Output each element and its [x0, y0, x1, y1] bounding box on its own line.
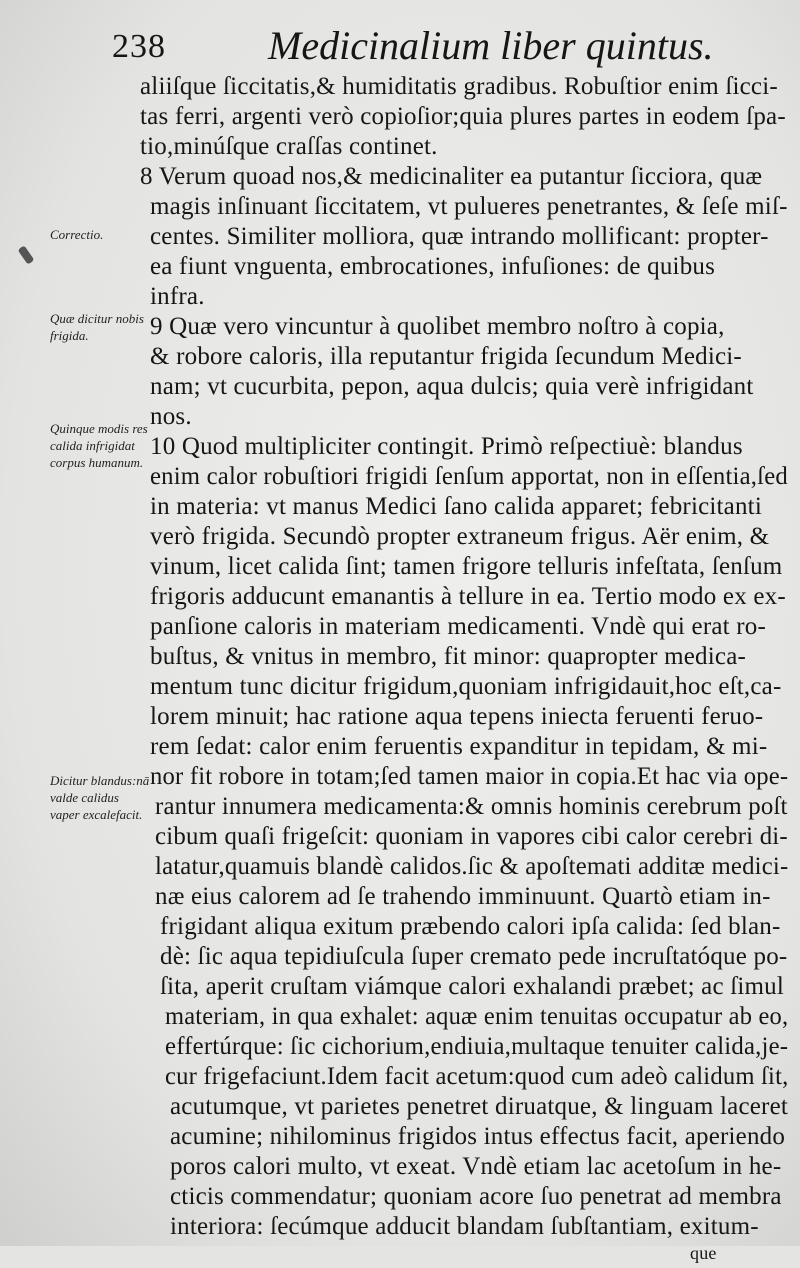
text-line: 8 Verum quoad nos,& medicinaliter ea putantur ſicciora, quæ — [140, 163, 763, 190]
text-line: næ eius calorem ad ſe trahendo imminuunt. Quartò etiam in- — [155, 883, 771, 910]
text-line: cibum quaſi frigeſcit: quoniam in vapores cibi calor cerebri di- — [155, 823, 788, 850]
text-line: rem ſedat: calor enim feruentis expanditur in tepidam, & mi- — [150, 733, 768, 760]
text-line: frigoris adducunt emanantis à tellure in ea. Tertio modo ex ex- — [150, 583, 786, 610]
margin-note: Dicitur blandus:nā valde calidus vaper excalefacit. — [50, 773, 150, 822]
text-line: acumine; nihilominus frigidos intus effectus facit, aperiendo — [170, 1123, 786, 1150]
margin-note: Quinque modis res calida infrigidat corpus humanum. — [50, 421, 148, 470]
text-line: tio,minúſque craſſas continet. — [140, 133, 438, 160]
text-line: in materia: vt manus Medici ſano calida apparet; febricitanti — [150, 493, 762, 520]
text-line: latatur,quamuis blandè calidos.ſic & apoſtemati additæ medici- — [155, 853, 789, 880]
text-line: frigidant aliqua exitum præbendo calori ipſa calida: ſed blan- — [160, 913, 781, 940]
text-line: poros calori multo, vt exeat. Vndè etiam lac acetoſum in he- — [170, 1153, 782, 1180]
catchword: que — [690, 1243, 717, 1263]
text-line: & robore caloris, illa reputantur frigida ſecundum Medici- — [150, 343, 742, 370]
text-line: interiora: ſecúmque adducit blandam ſubſtantiam, exitum- — [170, 1213, 759, 1240]
text-line: 10 Quod multipliciter contingit. Primò reſpectiuè: blandus — [150, 433, 743, 460]
text-line: materiam, in qua exhalet: aquæ enim tenuitas occupatur ab eo, — [165, 1003, 789, 1030]
text-line: vinum, licet calida ſint; tamen frigore telluris infeſtata, ſenſum — [150, 553, 783, 580]
text-line: mentum tunc dicitur frigidum,quoniam infrigidauit,hoc eſt,ca- — [150, 673, 782, 700]
text-line: panſione caloris in materiam medicamenti. Vndè qui erat ro- — [150, 613, 766, 640]
text-line: lorem minuit; hac ratione aqua tepens iniecta feruenti feruo- — [150, 703, 764, 730]
text-line: buſtus, & vnitus in membro, fit minor: quapropter medica- — [150, 643, 747, 670]
text-line: 9 Quæ vero vincuntur à quolibet membro noſtro à copia, — [150, 313, 725, 340]
text-line: nam; vt cucurbita, pepon, aqua dulcis; quia verè infrigidant — [150, 373, 754, 400]
text-line: nos. — [150, 403, 192, 430]
text-line: verò frigida. Secundò propter extraneum frigus. Aër enim, & — [150, 523, 770, 550]
text-line: infra. — [150, 283, 205, 310]
page-number: 238 — [112, 28, 166, 65]
text-line: magis inſinuant ſiccitatem, vt pulueres penetrantes, & ſeſe miſ- — [150, 193, 788, 220]
text-line: centes. Similiter molliora, quæ intrando mollificant: propter- — [150, 223, 769, 250]
text-line: ea fiunt vnguenta, embrocationes, infuſiones: de quibus — [150, 253, 716, 280]
text-line: nor fit robore in totam;ſed tamen maior in copia.Et hac via ope- — [150, 763, 789, 790]
text-line: cticis commendatur; quoniam acore ſuo penetrat ad membra — [170, 1183, 782, 1210]
text-line: dè: ſic aqua tepidiuſcula ſuper cremato pede incruſtatóque po- — [160, 943, 788, 970]
text-line: tas ferri, argenti verò copioſior;quia plures partes in eodem ſpa- — [140, 103, 786, 130]
text-line: enim calor robuſtiori frigidi ſenſum apportat, non in eſſentia,ſed — [150, 463, 788, 490]
text-line: cur frigefaciunt.Idem facit acetum:quod cum adeò calidum ſit, — [165, 1063, 789, 1090]
text-line: aliiſque ſiccitatis,& humiditatis gradibus. Robuſtior enim ſicci- — [140, 73, 778, 100]
text-line: rantur innumera medicamenta:& omnis hominis cerebrum poſt — [155, 793, 788, 820]
text-line: ſita, aperit cruſtam viámque calori exhalandi præbet; ac ſimul — [160, 973, 784, 1000]
margin-note: Correctio. — [50, 227, 104, 242]
text-line: acutumque, vt parietes penetret diruatque, & linguam laceret — [170, 1093, 789, 1120]
margin-note: Quæ dicitur nobis frigida. — [50, 311, 144, 343]
text-line: effertúrque: ſic cichorium,endiuia,multaque tenuiter calida,je- — [165, 1033, 789, 1060]
ink-stain — [18, 245, 35, 264]
running-head: Medicinalium liber quintus. — [268, 23, 714, 68]
